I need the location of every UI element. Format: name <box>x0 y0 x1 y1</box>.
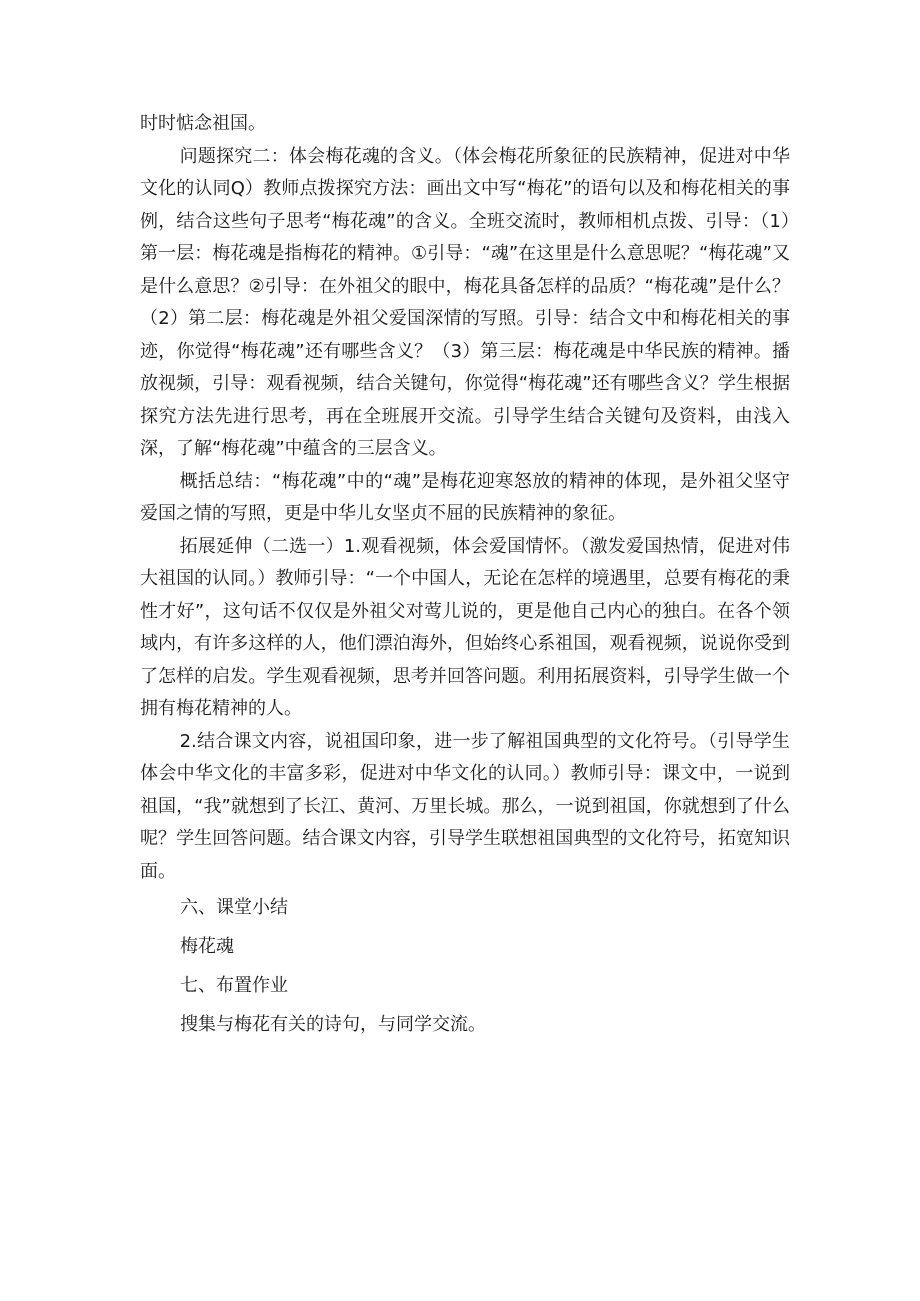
class-summary-text: 梅花魂 <box>180 936 234 957</box>
paragraph-inquiry-two: 问题探究二：体会梅花魂的含义。（体会梅花所象征的民族精神，促进对中华文化的认同Q）教师点拨探究方法：画出文中写“梅花”的语句以及和梅花相关的事例，结合这些句子思考“梅花魂”的含义。全班交流时，教师相机点拨、引导：（1）第一层：梅花魂是指梅花的精神。①引导：“魂”在这里是什么意思呢？“梅花魂”又是什么意思？②引导：在外祖父的眼中，梅花具备怎样的品质？“梅花魂”是什么？（2）第二层：梅花魂是外祖父爱国深情的写照。引导：结合文中和梅花相关的事迹，你觉得“梅花魂”还有哪些含义？（3）第三层：梅花魂是中华民族的精神。播放视频，引导：观看视频，结合关键句，你觉得“梅花魂”还有哪些含义？学生根据探究方法先进行思考，再在全班展开交流。引导学生结合关键句及资料，由浅入深，了解“梅花魂”中蕴含的三层含义。 <box>140 145 790 459</box>
paragraph-extension-two: 2.结合课文内容，说祖国印象，进一步了解祖国典型的文化符号。（引导学生体会中华文化的丰富多彩，促进对中华文化的认同。）教师引导：课文中，一说到祖国，“我”就想到了长江、黄河、万里长城。那么，一说到祖国，你就想到了什么呢？学生回答问题。结合课文内容，引导学生联想祖国典型的文化符号，拓宽知识面。 <box>140 730 790 882</box>
paragraph-summary: 概括总结：“梅花魂”中的“魂”是梅花迎寒怒放的精神的体现，是外祖父坚守爱国之情的写照，更是中华儿女坚贞不屈的民族精神的象征。 <box>140 470 790 524</box>
document-body <box>140 108 790 1044</box>
paragraph-extension-one: 拓展延伸（二选一）1.观看视频，体会爱国情怀。（激发爱国热情，促进对伟大祖国的认同。）教师引导：“一个中国人，无论在怎样的境遇里，总要有梅花的秉性才好”，这句话不仅仅是外祖父对莺儿说的，更是他自己内心的独白。在各个领域内，有许多这样的人，他们漂泊海外，但始终心系祖国，观看视频，说说你受到了怎样的启发。学生观看视频，思考并回答问题。利用拓展资料，引导学生做一个拥有梅花精神的人。 <box>140 535 790 719</box>
homework-text: 搜集与梅花有关的诗句，与同学交流。 <box>180 1014 486 1035</box>
section-heading-homework: 七、布置作业 <box>180 975 288 996</box>
paragraph-continuation: 时时惦念祖国。 <box>140 113 266 134</box>
section-heading-class-summary: 六、课堂小结 <box>180 897 288 918</box>
